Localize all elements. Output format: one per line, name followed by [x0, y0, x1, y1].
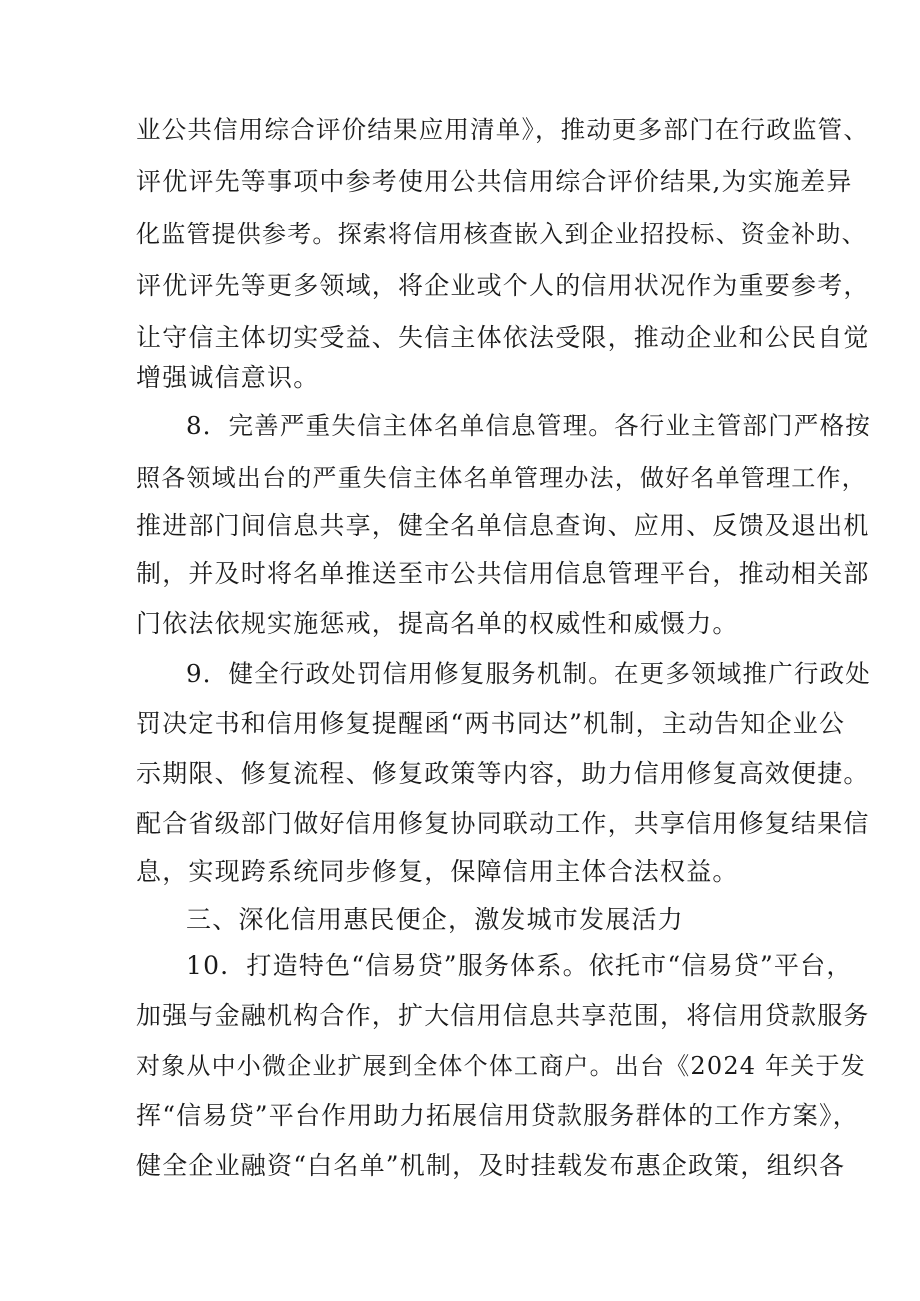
text-line-content: 让守信主体切实受益、失信主体依法受限，推动企业和公民自觉 [136, 323, 870, 352]
text-line [0, 458, 920, 498]
text-line-content: 对象从中小微企业扩展到全体个体工商户。出台《2024 年关于发 [136, 1052, 866, 1080]
text-line [0, 804, 920, 844]
text-line [0, 358, 920, 398]
text-line-content: 照各领域出台的严重失信主体名单管理办法，做好名单管理工作， [136, 464, 867, 492]
text-line-content: 挥“信易贷”平台作用助力拓展信用贷款服务群体的工作方案》， [136, 1101, 859, 1130]
text-line-content: 门依法依规实施惩戒，提高名单的权威性和威慑力。 [136, 609, 739, 638]
text-line [0, 852, 920, 892]
text-line [0, 506, 920, 546]
text-line-content: 推进部门间信息共享，健全名单信息查询、应用、反馈及退出机 [136, 511, 870, 540]
section-heading-text: 三、深化信用惠民便企，激发城市发展活力 [186, 905, 684, 934]
text-line-content: 评优评先等更多领域，将企业或个人的信用状况作为重要参考， [136, 271, 870, 300]
text-line [0, 266, 920, 306]
text-line [0, 554, 920, 594]
paragraph-heading-10 [0, 946, 920, 986]
text-line [0, 214, 920, 254]
section-heading [0, 900, 920, 940]
text-line-content: 业公共信用综合评价结果应用清单》，推动更多部门在行政监管、 [136, 115, 870, 144]
text-line [0, 604, 920, 644]
text-line-content: 加强与金融机构合作，扩大信用信息共享范围，将信用贷款服务 [136, 1001, 870, 1030]
paragraph-heading-8 [0, 406, 920, 446]
text-line-content: 化监管提供参考。探索将信用核查嵌入到企业招投标、资金补助、 [136, 220, 867, 248]
text-line-content: 10．打造特色“信易贷”服务体系。依托市“信易贷”平台， [186, 951, 853, 980]
text-line-content: 制，并及时将名单推送至市公共信用信息管理平台，推动相关部 [136, 559, 870, 588]
text-line [0, 110, 920, 150]
paragraph-heading-9 [0, 654, 920, 694]
text-line [0, 996, 920, 1036]
text-line [0, 1146, 920, 1186]
text-line [0, 754, 920, 794]
text-line [0, 1096, 920, 1136]
text-line-content: 示期限、修复流程、修复政策等内容，助力信用修复高效便捷。 [136, 759, 870, 788]
text-line-content: 息，实现跨系统同步修复，保障信用主体合法权益。 [136, 857, 739, 886]
text-line-content: 9．健全行政处罚信用修复服务机制。在更多领域推广行政处 [186, 659, 871, 688]
text-line-content: 健全企业融资“白名单”机制，及时挂载发布惠企政策，组织各 [136, 1151, 846, 1180]
text-line-content: 罚决定书和信用修复提醒函“两书同达”机制，主动告知企业公 [136, 709, 846, 738]
text-line-content: 8．完善严重失信主体名单信息管理。各行业主管部门严格按 [186, 411, 871, 440]
text-line [0, 162, 920, 202]
text-line-content: 评优评先等事项中参考使用公共信用综合评价结果,为实施差异 [136, 167, 853, 196]
text-line [0, 704, 920, 744]
text-line-content: 配合省级部门做好信用修复协同联动工作，共享信用修复结果信 [136, 809, 870, 838]
text-line-content: 增强诚信意识。 [136, 363, 320, 392]
text-line [0, 318, 920, 358]
text-line [0, 1046, 920, 1086]
